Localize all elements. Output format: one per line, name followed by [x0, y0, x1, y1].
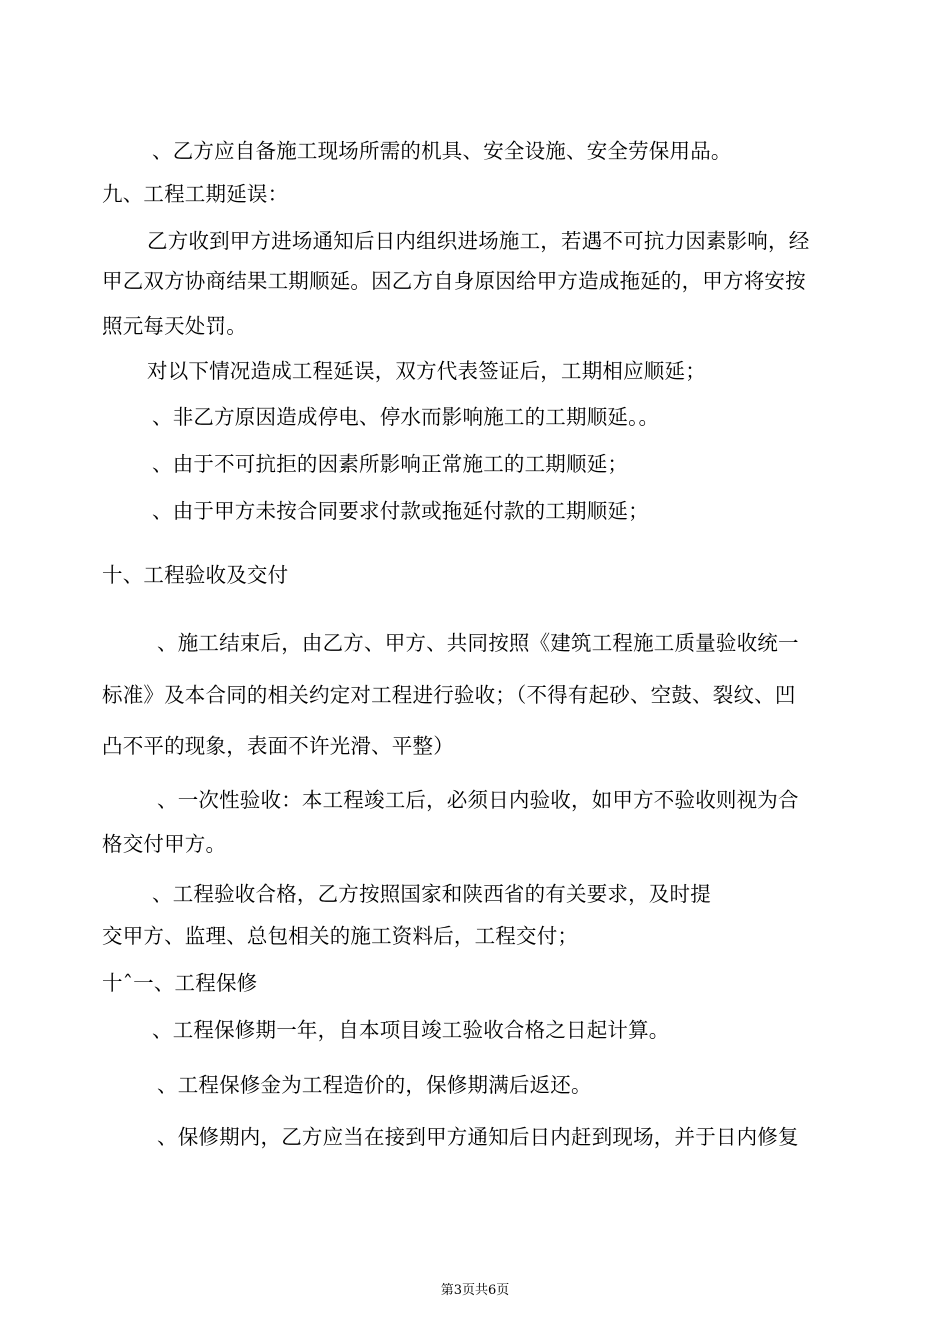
text-line: 乙方收到甲方进场通知后日内组织进场施工，若遇不可抗力因素影响，经 — [147, 229, 810, 253]
text-line: 、施工结束后，由乙方、甲方、共同按照《建筑工程施工质量验收统一 — [157, 631, 799, 655]
text-line: 、工程保修金为工程造价的，保修期满后返还。 — [157, 1073, 592, 1097]
text-line: 交甲方、监理、总包相关的施工资料后，工程交付； — [102, 924, 579, 948]
text-line: 、由于不可抗拒的因素所影响正常施工的工期顺延； — [152, 452, 629, 476]
text-line: 、工程验收合格，乙方按照国家和陕西省的有关要求，及时提 — [152, 882, 711, 906]
text-line: 标准》及本合同的相关约定对工程进行验收；（不得有起砂、空鼓、裂纹、凹 — [102, 683, 796, 707]
text-line: 、一次性验收：本工程竣工后，必须日内验收，如甲方不验收则视为合 — [157, 788, 799, 812]
text-line: 凸不平的现象，表面不许光滑、平整） — [102, 734, 454, 758]
text-line: 对以下情况造成工程延误，双方代表签证后，工期相应顺延； — [147, 359, 706, 383]
text-line: 、非乙方原因造成停电、停水而影响施工的工期顺延。。 — [152, 405, 660, 429]
text-line: 、由于甲方未按合同要求付款或拖延付款的工期顺延； — [152, 499, 649, 523]
text-line: 、工程保修期一年，自本项目竣工验收合格之日起计算。 — [152, 1018, 670, 1042]
text-line: 格交付甲方。 — [102, 832, 227, 856]
section-heading: 九、工程工期延误： — [102, 182, 289, 206]
page-number-footer: 第3页共6页 — [440, 1283, 510, 1298]
text-line: 、保修期内，乙方应当在接到甲方通知后日内赶到现场，并于日内修复 — [157, 1125, 799, 1149]
text-line: 照元每天处罚。 — [102, 314, 247, 338]
text-line: 甲乙双方协商结果工期顺延。因乙方自身原因给甲方造成拖延的，甲方将安按 — [102, 269, 806, 293]
text-line: 、乙方应自备施工现场所需的机具、安全设施、安全劳保用品。 — [152, 139, 732, 163]
section-heading: 十、工程验收及交付 — [102, 563, 289, 587]
section-heading: 十ˆ一、工程保修 — [102, 971, 258, 995]
